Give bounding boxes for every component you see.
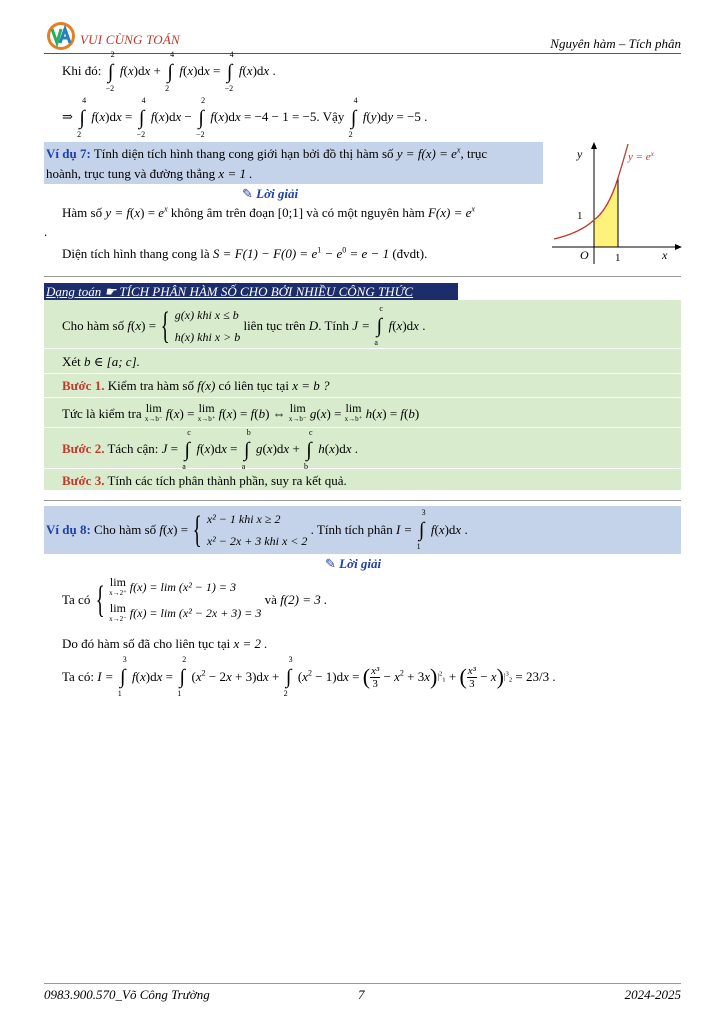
- dang-line-1: Cho hàm số f(x) = { g(x) khi x ≤ b h(x) khi x > b liên tục trên D. Tính J = ∫ c a f(x)dx .: [62, 304, 426, 347]
- example8-solution-heading: ✎ Lời giải: [325, 556, 382, 571]
- footer-page-number: 7: [358, 987, 365, 1002]
- header-brand: [46, 20, 180, 52]
- intro-line-1: Khi đó: ∫ 2 −2 f(x)dx + ∫ 4 2 f(x)dx = ∫ 4 −2 f(x)dx .: [62, 50, 276, 93]
- example8-continuity: Do đó hàm số đã cho liên tục tại x = 2 .: [62, 636, 268, 651]
- intro-line-2: ⇒ ∫ 4 2 f(x)dx = ∫ 4 −2 f(x)dx − ∫ 2 −2 f(x)dx = −4 − 1 = −5. Vậy ∫ 4 2 f(y)dy = −5 .: [62, 96, 428, 139]
- y-axis-arrow-icon: [591, 142, 597, 149]
- exp-graph: [550, 140, 685, 265]
- curve-label: $y = e^x$: [628, 150, 654, 163]
- header-topic: Nguyên hàm – Tích phân: [550, 36, 681, 51]
- footer-year: 2024-2025: [624, 987, 681, 1002]
- footer-contact: 0983.900.570_Võ Công Trường: [44, 987, 210, 1002]
- dang-step-1: Bước 1. Kiểm tra hàm số f(x) có liên tục tại x = b ?: [62, 378, 330, 393]
- brand-name: VUI CÙNG TOÁN: [80, 32, 180, 47]
- example8-integral: Ta có: I = ∫ 3 1 f(x)dx = ∫ 2 1 $(x^2 - 2x + 3)dx$ + ∫ 3 2 $(x^2 - 1)dx$ = ( $\frac{\text{x³}}{3}$ − $x^2 + 3x)|^2_1$ + ( $\frac{\text{x³}}{3}$ − $x)|^3_2 = 23/3$ .: [62, 655, 556, 698]
- pencil-icon: ✎: [242, 186, 253, 201]
- va-logo-icon: [46, 21, 76, 51]
- example7-dot: .: [44, 224, 48, 239]
- dang-toan-label: Dạng toán ☛ TÍCH PHÂN HÀM SỐ CHO BỞI NHIỀU CÔNG THỨC: [46, 284, 414, 299]
- example7-solution-heading: ✎ Lời giải: [242, 186, 299, 201]
- section-divider-2: [44, 500, 681, 501]
- example7-solution-line-1: Hàm số $y = f(x) = e^x$ không âm trên đoạn [0;1] và có một nguyên hàm $F(x) = e^x$: [62, 204, 475, 220]
- y-axis-label: y: [577, 147, 583, 161]
- section-divider-1: [44, 276, 681, 277]
- footer-divider: [44, 983, 681, 984]
- dang-line-2: Xét b ∈ [a; c].: [62, 354, 140, 369]
- tick-x-1: 1: [615, 252, 621, 264]
- x-axis-arrow-icon: [675, 244, 682, 250]
- example8-line-1: Ví dụ 8: Cho hàm số f(x) = { x² − 1 khi x ≥ 2 x² − 2x + 3 khi x < 2 . Tính tích phân I = ∫ 3 1 f(x)dx .: [46, 508, 468, 551]
- dang-toan-banner: [44, 283, 458, 300]
- dang-line-4: Tức là kiểm tra lim x→b⁻ f(x) = lim x→b⁺ f(x) = f(b) ⇔ lim x→b⁻ g(x) = lim x→b⁺ h(x) = f(b): [62, 401, 420, 423]
- origin-label: O: [580, 248, 589, 262]
- example7-line-1: Ví dụ 7: Tính diện tích hình thang cong giới hạn bởi đồ thị hàm số $y = f(x) = e^x$, trục: [46, 145, 488, 161]
- example8-limits: Ta có { lim x→2⁺ f(x) = lim (x² − 1) = 3 lim x→2⁻ f(x) = lim (x² − 2x + 3) = 3 và f(2) = 3 .: [62, 575, 328, 624]
- dang-step-3: Bước 3. Tính các tích phân thành phần, suy ra kết quả.: [62, 473, 347, 488]
- dang-step-2: Bước 2. Tách cận: J = ∫ c a f(x)dx = ∫ b a g(x)dx + ∫ c b h(x)dx .: [62, 428, 359, 471]
- tick-y-1: 1: [577, 210, 583, 222]
- x-axis-label: x: [662, 248, 668, 262]
- example7-line-2: hoành, trục tung và đường thẳng x = 1 .: [46, 166, 253, 181]
- header-divider: [44, 53, 681, 54]
- pencil-icon: ✎: [325, 556, 336, 571]
- example7-solution-line-2: Diện tích hình thang cong là $S = F(1) - F(0) = e^1 - e^0 = e - 1$ (đvdt).: [62, 245, 428, 261]
